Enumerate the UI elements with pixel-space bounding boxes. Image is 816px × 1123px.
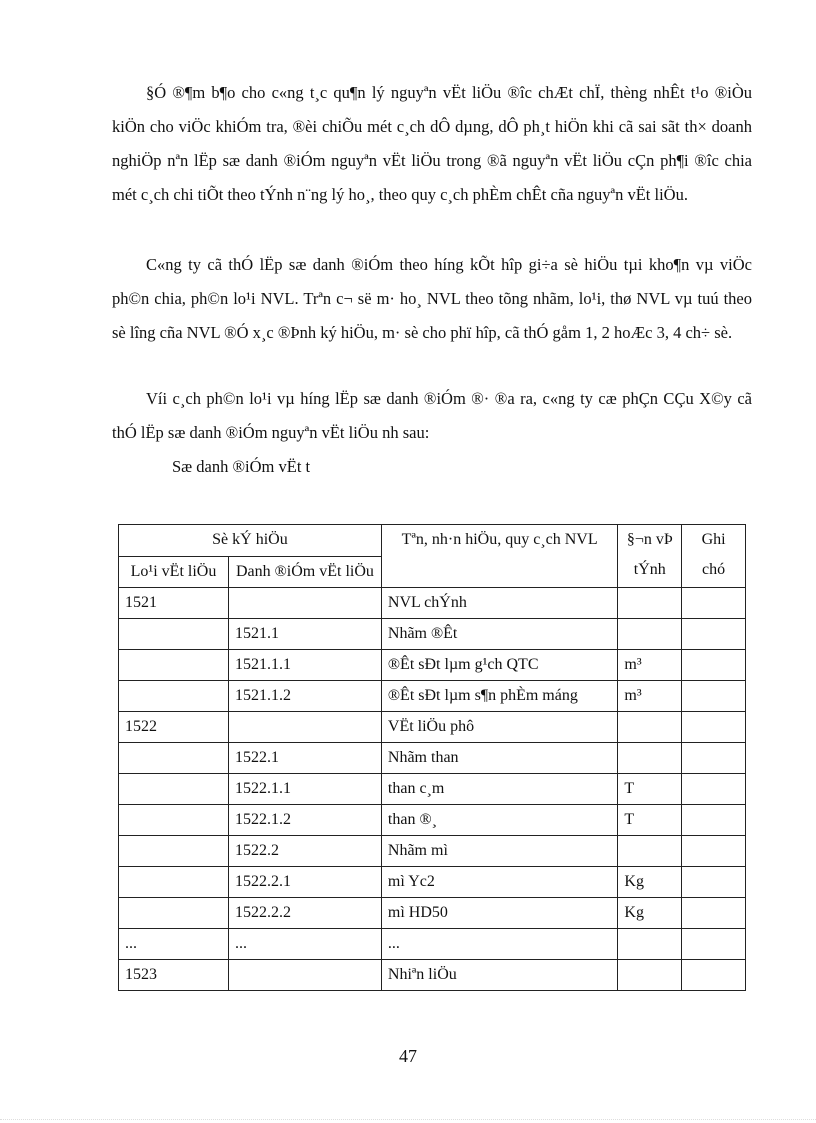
cell-material-type: 1522 — [119, 712, 229, 743]
cell-material-type — [119, 743, 229, 774]
cell-name: mì HD50 — [381, 898, 618, 929]
cell-name: Nhãm mì — [381, 836, 618, 867]
table-row — [119, 650, 746, 681]
cell-material-type — [119, 681, 229, 712]
cell-code — [229, 588, 382, 619]
cell-name: than ®¸ — [381, 805, 618, 836]
paragraph-1: §Ó ®¶m b¶o cho c«ng t¸c qu¶n lý nguyªn vËt liÖu ®îc chÆt chÏ, thèng nhÊt t¹o ®iÒu kiÖn cho viÖc khiÓm tra, ®èi chiÕu mét c¸ch dÔ dµng, dÔ ph¸t hiÖn khi cã sai sãt th× doanh nghiÖp nªn lËp sæ danh ®iÓm nguyªn vËt liÖu trong ®ã nguyªn vËt liÖu cÇn ph¶i ®îc chia mét c¸ch chi tiÕt theo tÝnh n¨ng lý ho¸, theo quy c¸ch phÈm chÊt cña nguyªn vËt liÖu. — [112, 83, 752, 204]
cell-name: NVL chÝnh — [381, 588, 618, 619]
cell-code: 1521.1.2 — [229, 681, 382, 712]
cell-name: mì Yc2 — [381, 867, 618, 898]
cell-name: Nhãm ®Êt — [381, 619, 618, 650]
cell-unit — [618, 929, 682, 960]
table-row — [119, 805, 746, 836]
cell-unit — [618, 743, 682, 774]
cell-unit — [618, 836, 682, 867]
cell-code: 1521.1 — [229, 619, 382, 650]
cell-name: Nhiªn liÖu — [381, 960, 618, 991]
cell-code — [229, 960, 382, 991]
table-row — [119, 929, 746, 960]
table-row — [119, 867, 746, 898]
cell-material-type — [119, 805, 229, 836]
cell-code: 1522.1 — [229, 743, 382, 774]
cell-code: 1522.1.2 — [229, 805, 382, 836]
cell-code: ... — [229, 929, 382, 960]
cell-material-type: ... — [119, 929, 229, 960]
cell-material-type — [119, 867, 229, 898]
cell-code: 1522.2.2 — [229, 898, 382, 929]
page-bottom-divider — [0, 1119, 816, 1120]
paragraph-2: C«ng ty cã thÓ lËp sæ danh ®iÓm theo híng kÕt hîp gi÷a sè hiÖu tµi kho¶n vµ viÖc ph©n chia, ph©n lo¹i NVL. Trªn c¬ së m· ho¸ NVL theo tõng nhãm, lo¹i, thø NVL vµ tuú theo sè lîng cña NVL ®Ó x¸c ®Þnh ký hiÖu, m· sè cho phï hîp, cã thÓ gåm 1, 2 hoÆc 3, 4 ch÷ sè. — [112, 255, 752, 342]
cell-note — [682, 774, 746, 805]
header-note: Ghi chó — [682, 525, 746, 588]
cell-note — [682, 867, 746, 898]
table-caption: Sæ danh ®iÓm vËt t — [172, 457, 311, 476]
cell-note — [682, 619, 746, 650]
table-row — [119, 774, 746, 805]
cell-unit — [618, 960, 682, 991]
cell-unit: m³ — [618, 681, 682, 712]
header-symbol-group: Sè kÝ hiÖu — [119, 525, 382, 557]
cell-note — [682, 588, 746, 619]
header-material-type: Lo¹i vËt liÖu — [119, 557, 229, 588]
table-row — [119, 588, 746, 619]
header-code: Danh ®iÓm vËt liÖu — [229, 557, 382, 588]
table-row — [119, 681, 746, 712]
cell-unit: m³ — [618, 650, 682, 681]
material-catalog-table — [118, 524, 746, 991]
table-row — [119, 619, 746, 650]
cell-unit — [618, 712, 682, 743]
cell-code: 1521.1.1 — [229, 650, 382, 681]
cell-note — [682, 743, 746, 774]
cell-material-type: 1523 — [119, 960, 229, 991]
cell-name: than c¸m — [381, 774, 618, 805]
cell-material-type — [119, 774, 229, 805]
cell-material-type — [119, 619, 229, 650]
cell-note — [682, 836, 746, 867]
cell-note — [682, 681, 746, 712]
cell-unit: T — [618, 805, 682, 836]
cell-unit: T — [618, 774, 682, 805]
header-name: Tªn, nh·n hiÖu, quy c¸ch NVL — [381, 525, 618, 588]
table-body — [119, 588, 746, 991]
table-row — [119, 836, 746, 867]
cell-material-type — [119, 898, 229, 929]
cell-code: 1522.2.1 — [229, 867, 382, 898]
cell-note — [682, 805, 746, 836]
cell-material-type — [119, 650, 229, 681]
cell-note — [682, 650, 746, 681]
cell-material-type: 1521 — [119, 588, 229, 619]
table-row — [119, 898, 746, 929]
cell-name: ®Êt sÐt lµm g¹ch QTC — [381, 650, 618, 681]
cell-name: Nhãm than — [381, 743, 618, 774]
table-row — [119, 960, 746, 991]
cell-name: ®Êt sÐt lµm s¶n phÈm máng — [381, 681, 618, 712]
cell-unit — [618, 588, 682, 619]
paragraph-3: Víi c¸ch ph©n lo¹i vµ híng lËp sæ danh ®iÓm ®· ®a ra, c«ng ty cæ phÇn CÇu X©y cã thÓ lËp sæ danh ®iÓm nguyªn vËt liÖu nh sau: — [112, 389, 752, 442]
cell-code: 1522.2 — [229, 836, 382, 867]
cell-name: ... — [381, 929, 618, 960]
header-unit: §¬n vÞ tÝnh — [618, 525, 682, 588]
cell-note — [682, 712, 746, 743]
table-row — [119, 712, 746, 743]
cell-unit — [618, 619, 682, 650]
cell-unit: Kg — [618, 867, 682, 898]
cell-material-type — [119, 836, 229, 867]
table-row — [119, 743, 746, 774]
cell-code — [229, 712, 382, 743]
page-number: 47 — [399, 1046, 417, 1066]
cell-note — [682, 929, 746, 960]
cell-name: VËt liÖu phô — [381, 712, 618, 743]
cell-code: 1522.1.1 — [229, 774, 382, 805]
cell-unit: Kg — [618, 898, 682, 929]
cell-note — [682, 898, 746, 929]
cell-note — [682, 960, 746, 991]
